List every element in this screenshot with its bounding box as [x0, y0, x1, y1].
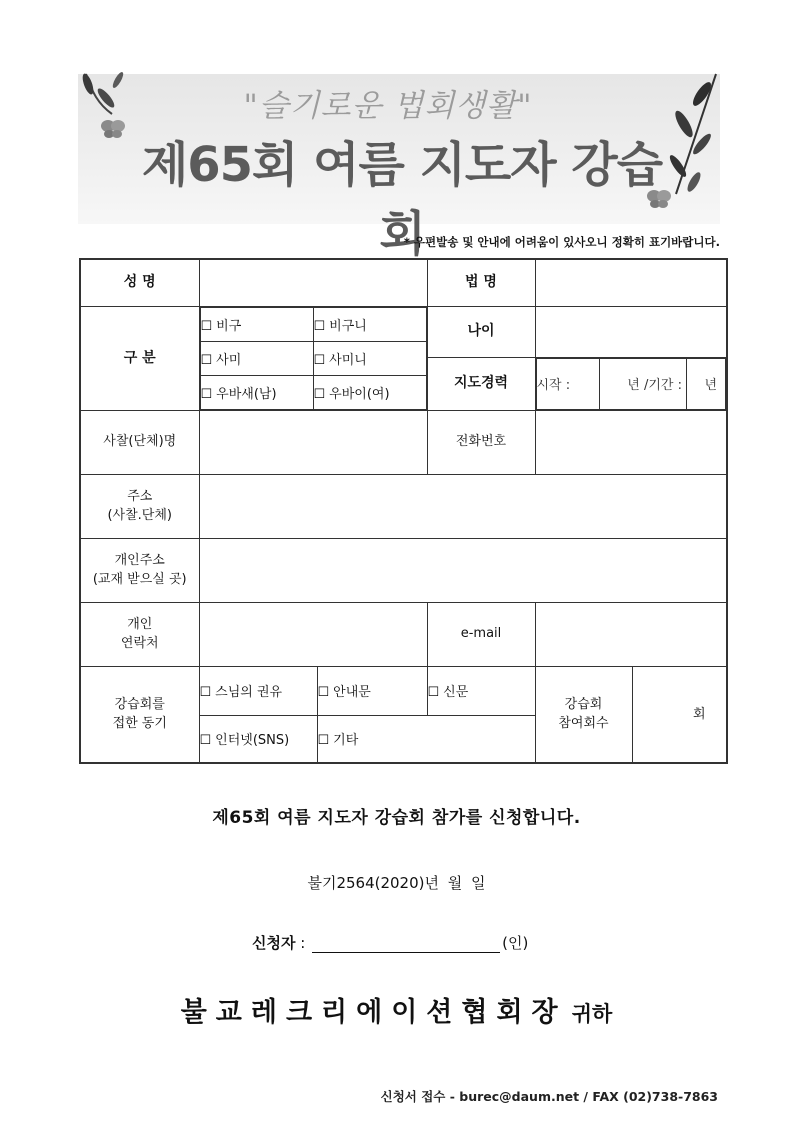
career-label: 지도경력	[427, 357, 535, 410]
name-label: 성 명	[80, 259, 199, 306]
checkbox-upasaka[interactable]: ☐ 우바새(남)	[200, 375, 313, 409]
applicant-label: 신청자	[252, 934, 296, 952]
applicant-name-line[interactable]	[312, 936, 500, 953]
application-form	[79, 258, 728, 764]
phone-field[interactable]	[535, 410, 727, 474]
checkbox-bhikkhuni[interactable]: ☐ 비구니	[313, 307, 426, 341]
checkbox-other[interactable]: ☐ 기타	[317, 715, 535, 763]
checkbox-newspaper[interactable]: ☐ 신문	[427, 666, 535, 715]
seal-text: (인)	[502, 934, 529, 952]
banner-subtitle: "슬기로운 법회생활"	[243, 88, 533, 124]
temple-label: 사찰(단체)명	[80, 410, 199, 474]
applicant-colon: :	[300, 934, 306, 952]
personal-address-field[interactable]	[199, 538, 727, 602]
contact-field[interactable]	[199, 602, 427, 666]
motive-label: 강습회를 접한 동기	[80, 666, 199, 763]
checkbox-upasika[interactable]: ☐ 우바이(여)	[313, 375, 426, 409]
footer-contact: 신청서 접수 - burec@daum.net / FAX (02)738-7863	[380, 1089, 718, 1104]
recipient-suffix: 귀하	[571, 1002, 613, 1026]
category-label: 구 분	[80, 306, 199, 410]
career-year-label: 년	[687, 358, 726, 409]
notice-text: * 우편발송 및 안내에 어려움이 있사오니 정확히 표기바랍니다.	[403, 235, 720, 249]
email-field[interactable]	[535, 602, 727, 666]
date-line: 불기2564(2020)년 월 일	[307, 874, 486, 892]
phone-label: 전화번호	[427, 410, 535, 474]
banner-title: 제65회 여름 지도자 강습회	[141, 137, 663, 262]
checkbox-monk-recommendation[interactable]: ☐ 스님의 권유	[199, 666, 317, 715]
age-field[interactable]	[535, 306, 727, 357]
career-start-label: 시작 :	[536, 358, 599, 409]
dharma-name-field[interactable]	[535, 259, 727, 306]
attend-count-label: 강습회 참여회수	[535, 666, 632, 763]
temple-field[interactable]	[199, 410, 427, 474]
career-field[interactable]	[535, 357, 727, 410]
recipient-org: 불교레크리에이션협회장	[180, 997, 567, 1028]
contact-label: 개인 연락처	[80, 602, 199, 666]
checkbox-internet[interactable]: ☐ 인터넷(SNS)	[199, 715, 317, 763]
name-field[interactable]	[199, 259, 427, 306]
address-label: 주소 (사찰.단체)	[80, 474, 199, 538]
attend-count-field[interactable]: 회	[632, 666, 727, 763]
email-label: e-mail	[427, 602, 535, 666]
category-options	[199, 306, 427, 410]
personal-address-label: 개인주소 (교재 받으실 곳)	[80, 538, 199, 602]
dharma-name-label: 법 명	[427, 259, 535, 306]
application-statement: 제65회 여름 지도자 강습회 참가를 신청합니다.	[212, 808, 581, 828]
career-period-label: 년 /기간 :	[599, 358, 687, 409]
recipient	[0, 990, 793, 1029]
age-label: 나이	[427, 306, 535, 357]
checkbox-samaneri[interactable]: ☐ 사미니	[313, 341, 426, 375]
address-field[interactable]	[199, 474, 727, 538]
applicant-signature	[252, 932, 528, 953]
checkbox-samanera[interactable]: ☐ 사미	[200, 341, 313, 375]
checkbox-bhikkhu[interactable]: ☐ 비구	[200, 307, 313, 341]
checkbox-brochure[interactable]: ☐ 안내문	[317, 666, 427, 715]
